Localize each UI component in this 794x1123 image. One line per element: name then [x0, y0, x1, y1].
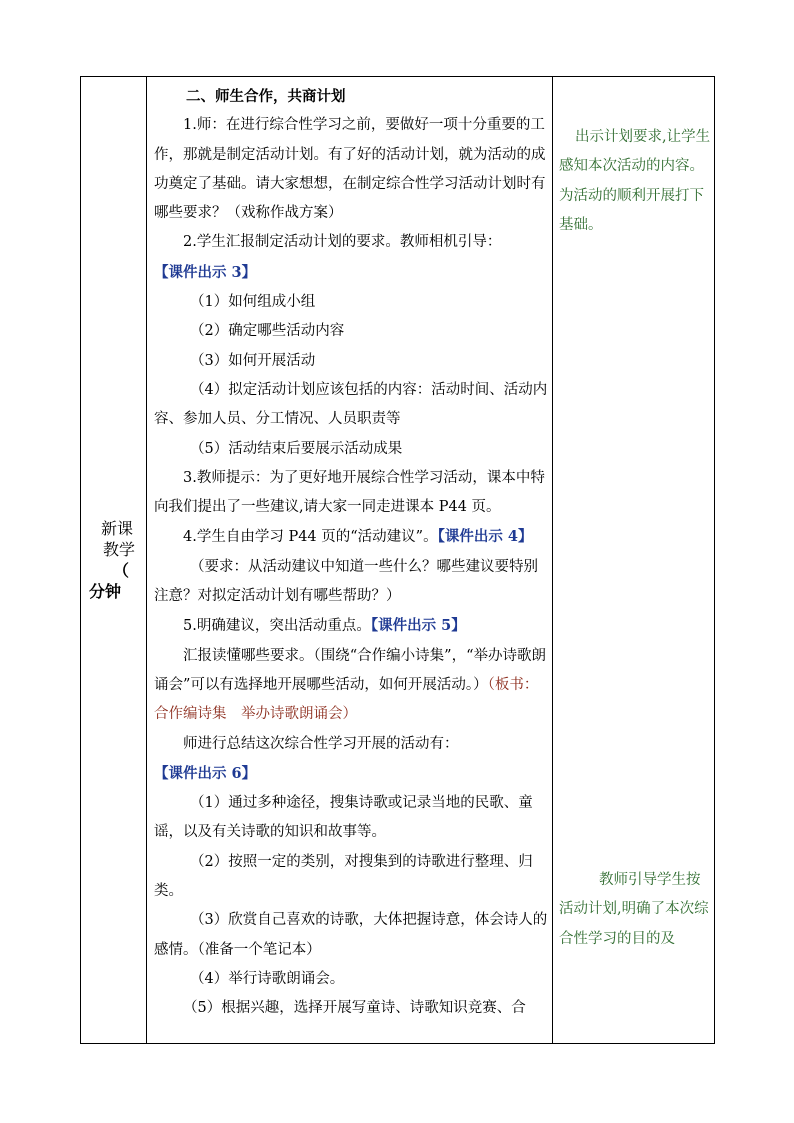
- stage-line: 教学: [103, 540, 136, 559]
- stage-cell: [81, 77, 147, 1044]
- paragraph-text: 师进行总结这次综合性学习开展的活动有：: [183, 735, 459, 752]
- paragraph: 3.教师提示：为了更好地开展综合性学习活动，课本中特向我们提出了一些建议,请大家一同走进课本 P44 页。: [154, 469, 545, 516]
- blackboard-note: （板书：合作编诗集 举办诗歌朗诵会）: [154, 676, 539, 723]
- paragraph: （要求：从活动建议中知道一些什么？哪些建议要特别注意？对拟定活动计划有哪些帮助？）: [154, 558, 538, 605]
- notes-cell: [553, 77, 715, 1044]
- list-item: （1）通过多种途径，搜集诗歌或记录当地的民歌、童谣，以及有关诗歌的知识和故事等。: [154, 795, 533, 841]
- table-row: [81, 77, 715, 1044]
- list-item: （3）如何开展活动: [190, 352, 316, 369]
- courseware-tag: 【课件出示 4】: [437, 528, 533, 546]
- paragraph-text: 4.学生自由学习 P44 页的“活动建议”。: [183, 529, 438, 546]
- paragraph: 2.学生汇报制定活动计划的要求。教师相机引导：: [183, 234, 502, 251]
- stage-line: （: [113, 561, 130, 580]
- list-item: （4）拟定活动计划应该包括的内容：活动时间、活动内容、参加人员、分工情况、人员职责等: [154, 381, 548, 428]
- design-note: 教师引导学生按活动计划,明确了本次综合性学习的目的及: [559, 872, 709, 947]
- stage-label: [81, 518, 146, 602]
- list-item: （1）如何组成小组: [190, 294, 316, 311]
- stage-line: 新课: [101, 519, 134, 538]
- paragraph-text: 汇报读懂哪些要求。（围绕“合作编小诗集”，“举办诗歌朗诵会”可以有选择地开展哪些活动，如何开展活动。）: [154, 647, 546, 693]
- stage-line: 分钟: [89, 582, 122, 601]
- courseware-tag: 【课件出示 3】: [154, 263, 257, 281]
- teaching-content: [147, 77, 552, 1024]
- courseware-tag: 【课件出示 6】: [154, 764, 257, 782]
- lesson-plan-sheet: [80, 76, 714, 1044]
- courseware-tag: 【课件出示 5】: [370, 617, 466, 635]
- section-heading: 二、师生合作，共商计划: [186, 88, 346, 105]
- content-cell: [147, 77, 553, 1044]
- list-item: （4）举行诗歌朗诵会。: [190, 970, 345, 987]
- paragraph: 1.师：在进行综合性学习之前，要做好一项十分重要的工作，那就是制定活动计划。有了好的活动计划，就为活动的成功奠定了基础。请大家想想，在制定综合性学习活动计划时有哪些要求？（戏称作战方案）: [154, 117, 546, 222]
- list-item: （5）活动结束后要展示活动成果: [190, 440, 403, 457]
- design-note: 出示计划要求,让学生感知本次活动的内容。为活动的顺利开展打下基础。: [559, 129, 711, 233]
- list-item: （2）按照一定的类别，对搜集到的诗歌进行整理、归类。: [154, 853, 533, 900]
- design-notes: [553, 77, 714, 954]
- list-item: （2）确定哪些活动内容: [190, 323, 345, 340]
- list-item: （5）根据兴趣，选择开展写童诗、诗歌知识竞赛、合: [183, 1000, 526, 1017]
- list-item: （3）欣赏自己喜欢的诗歌，大体把握诗意，体会诗人的感情。（准备一个笔记本）: [154, 912, 548, 958]
- paragraph-text: 5.明确建议，突出活动重点。: [183, 618, 371, 635]
- lesson-table: [80, 76, 715, 1044]
